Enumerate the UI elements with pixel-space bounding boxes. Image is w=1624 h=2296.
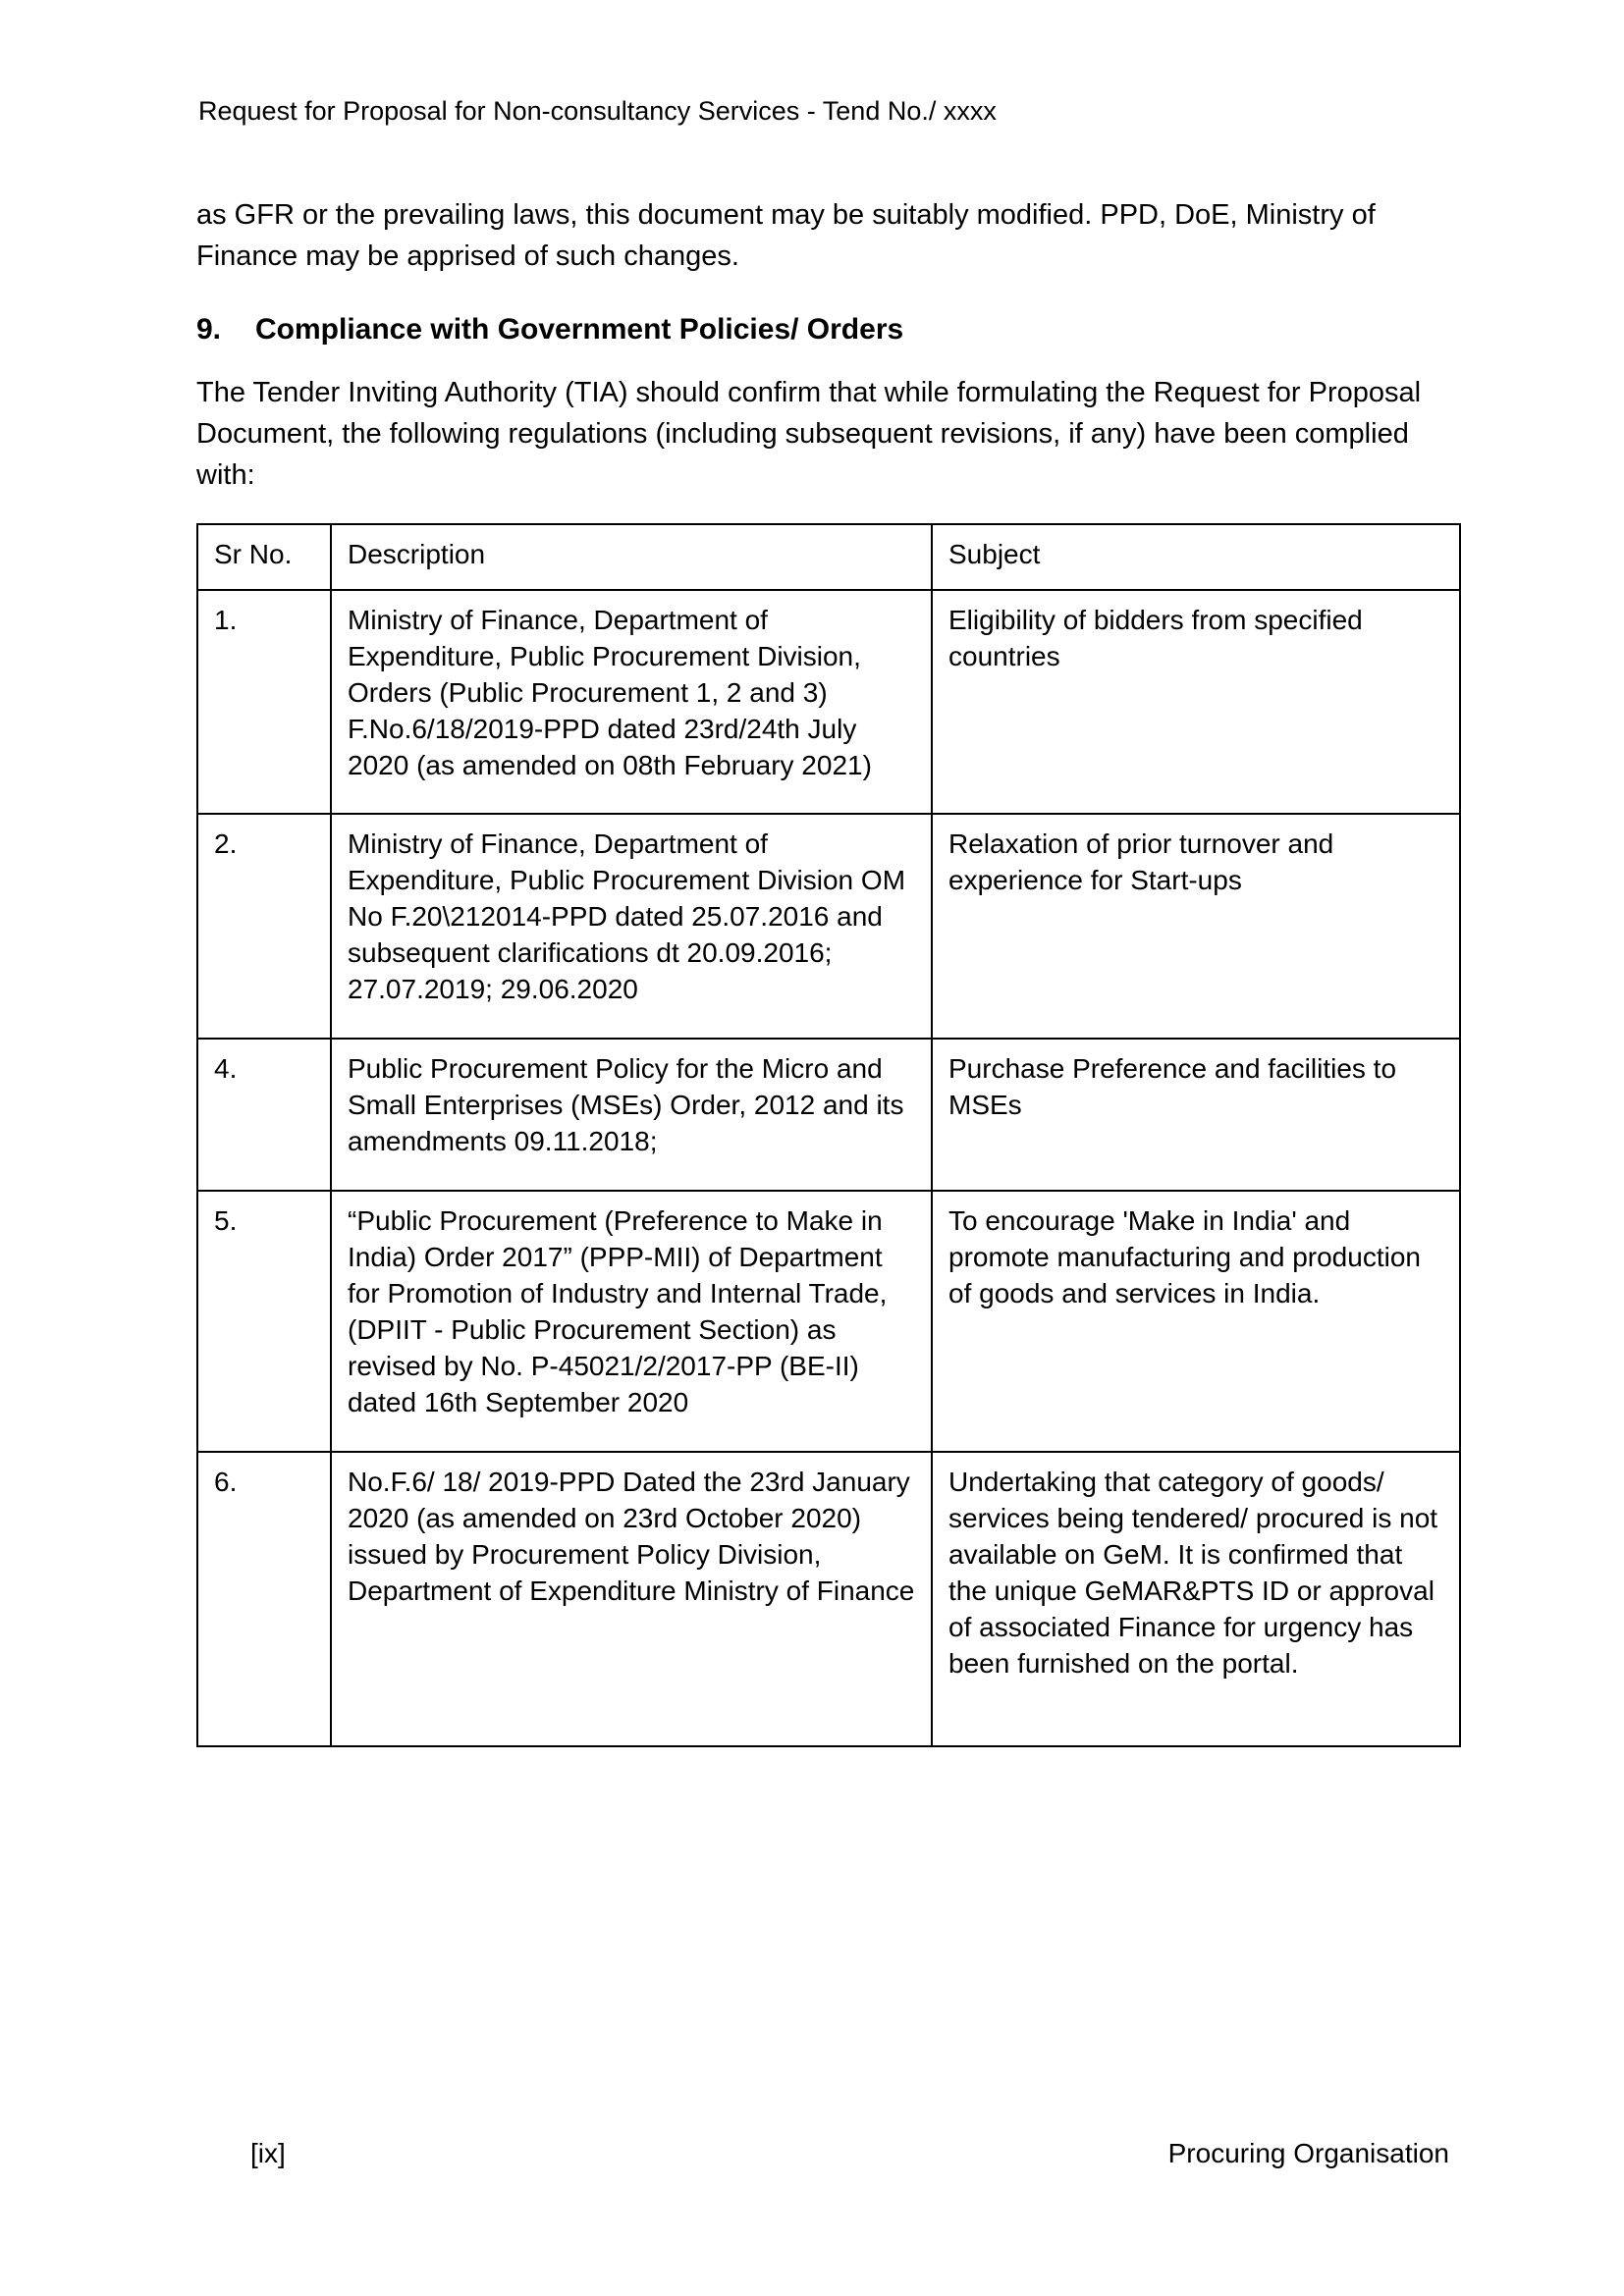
cell-sr-no: 2. (197, 814, 331, 1039)
table-row (197, 1039, 1460, 1191)
page-content (196, 194, 1459, 1747)
cell-sr-no: 1. (197, 590, 331, 815)
cell-description: No.F.6/ 18/ 2019-PPD Dated the 23rd January 2020 (as amended on 23rd October 2020) issued by Procurement Policy Division, Department of Expenditure Ministry of Finance (331, 1452, 932, 1746)
running-header: Request for Proposal for Non-consultancy Services - Tend No./ xxxx (198, 96, 997, 126)
column-header-subject: Subject (932, 524, 1460, 590)
table-header-row (197, 524, 1460, 590)
table-row (197, 814, 1460, 1039)
intro-paragraph: as GFR or the prevailing laws, this document may be suitably modified. PPD, DoE, Ministry of Finance may be apprised of such changes. (196, 199, 1376, 273)
cell-description: Public Procurement Policy for the Micro and Small Enterprises (MSEs) Order, 2012 and its amendments 09.11.2018; (331, 1039, 932, 1191)
cell-sr-no: 4. (197, 1039, 331, 1191)
section-heading (196, 310, 1459, 350)
column-header-sr-no: Sr No. (197, 524, 331, 590)
section-title: Compliance with Government Policies/ Orders (255, 313, 904, 347)
cell-sr-no: 6. (197, 1452, 331, 1746)
cell-subject: Undertaking that category of goods/ services being tendered/ procured is not available on GeM. It is confirmed that the unique GeMAR&PTS ID or approval of associated Finance for urgency has been furnished on the portal. (932, 1452, 1460, 1746)
page-number: [ix] (250, 2138, 286, 2168)
cell-subject: Relaxation of prior turnover and experience for Start-ups (932, 814, 1460, 1039)
table-row (197, 1191, 1460, 1452)
cell-subject: Purchase Preference and facilities to MSEs (932, 1039, 1460, 1191)
table-row (197, 1452, 1460, 1746)
cell-sr-no: 5. (197, 1191, 331, 1452)
compliance-table (196, 523, 1461, 1747)
cell-description: Ministry of Finance, Department of Expenditure, Public Procurement Division, Orders (Public Procurement 1, 2 and 3) F.No.6/18/2019-PPD dated 23rd/24th July 2020 (as amended on 08th February 2021) (331, 590, 932, 815)
section-intro-paragraph: The Tender Inviting Authority (TIA) should confirm that while formulating the Request for Proposal Document, the following regulations (including subsequent revisions, if any) have been complied with: (196, 376, 1422, 491)
cell-description: Ministry of Finance, Department of Expenditure, Public Procurement Division OM No F.20\212014-PPD dated 25.07.2016 and subsequent clarifications dt 20.09.2016; 27.07.2019; 29.06.2020 (331, 814, 932, 1039)
column-header-description: Description (331, 524, 932, 590)
cell-subject: To encourage 'Make in India' and promote manufacturing and production of goods and services in India. (932, 1191, 1460, 1452)
table-row (197, 590, 1460, 815)
page-footer (250, 2138, 1449, 2169)
cell-description: “Public Procurement (Preference to Make in India) Order 2017” (PPP-MII) of Department for Promotion of Industry and Internal Trade, (DPIIT - Public Procurement Section) as revised by No. P-45021/2/2017-PP (BE-II) dated 16th September 2020 (331, 1191, 932, 1452)
cell-subject: Eligibility of bidders from specified countries (932, 590, 1460, 815)
footer-organisation: Procuring Organisation (1167, 2138, 1449, 2168)
section-number: 9. (196, 313, 222, 347)
